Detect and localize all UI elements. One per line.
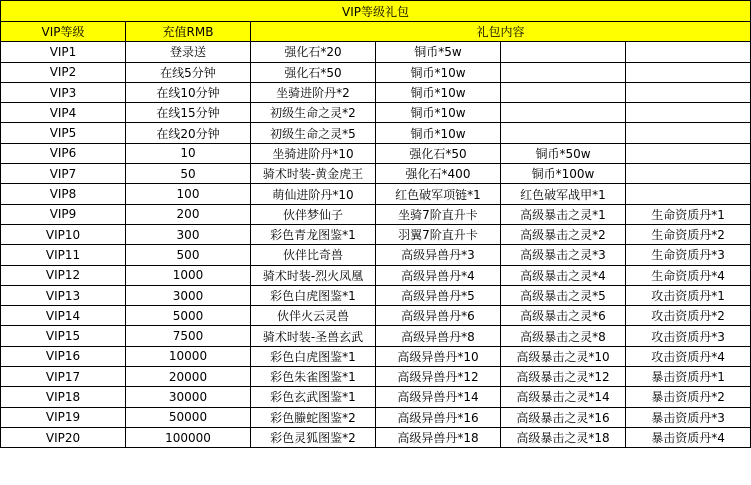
vip-level-cell: VIP7 (1, 164, 126, 184)
gift-item-cell: 强化石*400 (376, 164, 501, 184)
table-row (1, 306, 751, 326)
gift-item-cell: 高级异兽丹*5 (376, 285, 501, 305)
gift-item-cell (626, 103, 751, 123)
gift-item-cell: 彩色白虎图鉴*1 (251, 346, 376, 366)
table-row (1, 103, 751, 123)
recharge-cell: 300 (126, 224, 251, 244)
recharge-cell: 200 (126, 204, 251, 224)
gift-item-cell: 铜币*50w (501, 143, 626, 163)
table-row (1, 62, 751, 82)
title-row (1, 1, 751, 22)
gift-item-cell: 彩色白虎图鉴*1 (251, 285, 376, 305)
gift-item-cell: 高级暴击之灵*1 (501, 204, 626, 224)
table-row (1, 204, 751, 224)
table-row (1, 184, 751, 204)
vip-level-cell: VIP3 (1, 82, 126, 102)
gift-item-cell: 暴击资质丹*3 (626, 407, 751, 427)
vip-level-cell: VIP17 (1, 367, 126, 387)
recharge-cell: 100000 (126, 427, 251, 447)
table-row (1, 245, 751, 265)
gift-item-cell: 伙伴比奇兽 (251, 245, 376, 265)
gift-item-cell: 彩色螣蛇图鉴*2 (251, 407, 376, 427)
gift-item-cell: 萌仙进阶丹*10 (251, 184, 376, 204)
gift-item-cell: 强化石*50 (376, 143, 501, 163)
gift-item-cell: 高级暴击之灵*4 (501, 265, 626, 285)
gift-item-cell: 彩色灵狐图鉴*2 (251, 427, 376, 447)
gift-item-cell: 初级生命之灵*2 (251, 103, 376, 123)
gift-item-cell: 高级暴击之灵*16 (501, 407, 626, 427)
gift-item-cell: 高级暴击之灵*14 (501, 387, 626, 407)
table-row (1, 143, 751, 163)
vip-level-cell: VIP4 (1, 103, 126, 123)
header-vip-level: VIP等级 (1, 22, 126, 42)
gift-item-cell: 生命资质丹*1 (626, 204, 751, 224)
gift-item-cell: 坐骑进阶丹*2 (251, 82, 376, 102)
gift-item-cell: 生命资质丹*2 (626, 224, 751, 244)
gift-item-cell (501, 82, 626, 102)
gift-item-cell: 高级异兽丹*16 (376, 407, 501, 427)
gift-item-cell: 高级暴击之灵*5 (501, 285, 626, 305)
gift-item-cell: 高级异兽丹*10 (376, 346, 501, 366)
table-title: VIP等级礼包 (1, 1, 751, 22)
vip-level-cell: VIP14 (1, 306, 126, 326)
gift-item-cell: 高级异兽丹*12 (376, 367, 501, 387)
vip-level-cell: VIP16 (1, 346, 126, 366)
gift-item-cell (626, 143, 751, 163)
gift-item-cell: 铜币*5w (376, 42, 501, 62)
gift-item-cell: 红色破军项链*1 (376, 184, 501, 204)
table-row (1, 346, 751, 366)
recharge-cell: 50 (126, 164, 251, 184)
table-row (1, 427, 751, 447)
recharge-cell: 1000 (126, 265, 251, 285)
vip-level-cell: VIP11 (1, 245, 126, 265)
recharge-cell: 在线20分钟 (126, 123, 251, 143)
gift-item-cell: 红色破军战甲*1 (501, 184, 626, 204)
recharge-cell: 5000 (126, 306, 251, 326)
gift-item-cell (626, 42, 751, 62)
header-recharge: 充值RMB (126, 22, 251, 42)
gift-item-cell: 铜币*10w (376, 62, 501, 82)
gift-item-cell: 高级异兽丹*3 (376, 245, 501, 265)
header-row (1, 22, 751, 42)
table-row (1, 82, 751, 102)
gift-item-cell: 高级异兽丹*8 (376, 326, 501, 346)
gift-item-cell: 高级暴击之灵*10 (501, 346, 626, 366)
gift-item-cell: 彩色青龙图鉴*1 (251, 224, 376, 244)
gift-item-cell: 骑术时装-黄金虎王 (251, 164, 376, 184)
recharge-cell: 30000 (126, 387, 251, 407)
gift-item-cell: 高级暴击之灵*18 (501, 427, 626, 447)
recharge-cell: 在线15分钟 (126, 103, 251, 123)
vip-level-cell: VIP6 (1, 143, 126, 163)
gift-item-cell (501, 123, 626, 143)
gift-item-cell: 强化石*50 (251, 62, 376, 82)
gift-item-cell: 骑术时装-烈火凤凰 (251, 265, 376, 285)
recharge-cell: 10000 (126, 346, 251, 366)
gift-item-cell: 高级异兽丹*14 (376, 387, 501, 407)
gift-item-cell (626, 184, 751, 204)
gift-item-cell: 羽翼7阶直升卡 (376, 224, 501, 244)
table-row (1, 285, 751, 305)
vip-level-cell: VIP8 (1, 184, 126, 204)
gift-item-cell: 攻击资质丹*4 (626, 346, 751, 366)
gift-item-cell: 伙伴梦仙子 (251, 204, 376, 224)
gift-item-cell (501, 42, 626, 62)
gift-item-cell: 暴击资质丹*2 (626, 387, 751, 407)
vip-level-cell: VIP1 (1, 42, 126, 62)
gift-item-cell: 生命资质丹*3 (626, 245, 751, 265)
vip-level-cell: VIP10 (1, 224, 126, 244)
vip-level-cell: VIP9 (1, 204, 126, 224)
gift-item-cell: 铜币*10w (376, 123, 501, 143)
gift-item-cell: 高级暴击之灵*8 (501, 326, 626, 346)
table-row (1, 367, 751, 387)
gift-item-cell: 坐骑进阶丹*10 (251, 143, 376, 163)
gift-item-cell (626, 82, 751, 102)
table-row (1, 387, 751, 407)
table-row (1, 224, 751, 244)
gift-item-cell (626, 164, 751, 184)
recharge-cell: 500 (126, 245, 251, 265)
gift-item-cell: 高级暴击之灵*2 (501, 224, 626, 244)
gift-item-cell (626, 123, 751, 143)
gift-item-cell (501, 103, 626, 123)
recharge-cell: 登录送 (126, 42, 251, 62)
vip-level-cell: VIP15 (1, 326, 126, 346)
table-row (1, 265, 751, 285)
gift-item-cell (626, 62, 751, 82)
gift-item-cell: 彩色玄武图鉴*1 (251, 387, 376, 407)
gift-item-cell: 攻击资质丹*3 (626, 326, 751, 346)
gift-item-cell: 彩色朱雀图鉴*1 (251, 367, 376, 387)
vip-level-cell: VIP2 (1, 62, 126, 82)
gift-item-cell: 骑术时装-圣兽玄武 (251, 326, 376, 346)
table-row (1, 123, 751, 143)
table-row (1, 164, 751, 184)
vip-level-cell: VIP12 (1, 265, 126, 285)
gift-item-cell: 强化石*20 (251, 42, 376, 62)
gift-item-cell: 初级生命之灵*5 (251, 123, 376, 143)
recharge-cell: 在线10分钟 (126, 82, 251, 102)
recharge-cell: 20000 (126, 367, 251, 387)
table-row (1, 326, 751, 346)
gift-item-cell: 高级暴击之灵*6 (501, 306, 626, 326)
gift-item-cell: 高级异兽丹*6 (376, 306, 501, 326)
table-row (1, 407, 751, 427)
vip-level-cell: VIP18 (1, 387, 126, 407)
gift-item-cell: 铜币*100w (501, 164, 626, 184)
recharge-cell: 100 (126, 184, 251, 204)
vip-level-cell: VIP13 (1, 285, 126, 305)
recharge-cell: 在线5分钟 (126, 62, 251, 82)
gift-item-cell: 高级暴击之灵*12 (501, 367, 626, 387)
vip-level-cell: VIP5 (1, 123, 126, 143)
gift-item-cell: 伙伴火云灵兽 (251, 306, 376, 326)
gift-item-cell: 坐骑7阶直升卡 (376, 204, 501, 224)
recharge-cell: 10 (126, 143, 251, 163)
recharge-cell: 50000 (126, 407, 251, 427)
gift-item-cell: 高级暴击之灵*3 (501, 245, 626, 265)
table-row (1, 42, 751, 62)
gift-item-cell: 攻击资质丹*1 (626, 285, 751, 305)
recharge-cell: 3000 (126, 285, 251, 305)
gift-item-cell: 铜币*10w (376, 103, 501, 123)
vip-level-cell: VIP19 (1, 407, 126, 427)
gift-item-cell (501, 62, 626, 82)
gift-item-cell: 暴击资质丹*1 (626, 367, 751, 387)
gift-item-cell: 生命资质丹*4 (626, 265, 751, 285)
recharge-cell: 7500 (126, 326, 251, 346)
gift-item-cell: 高级异兽丹*18 (376, 427, 501, 447)
gift-item-cell: 攻击资质丹*2 (626, 306, 751, 326)
vip-level-cell: VIP20 (1, 427, 126, 447)
header-gift-content: 礼包内容 (251, 22, 751, 42)
gift-item-cell: 高级异兽丹*4 (376, 265, 501, 285)
gift-item-cell: 暴击资质丹*4 (626, 427, 751, 447)
gift-item-cell: 铜币*10w (376, 82, 501, 102)
